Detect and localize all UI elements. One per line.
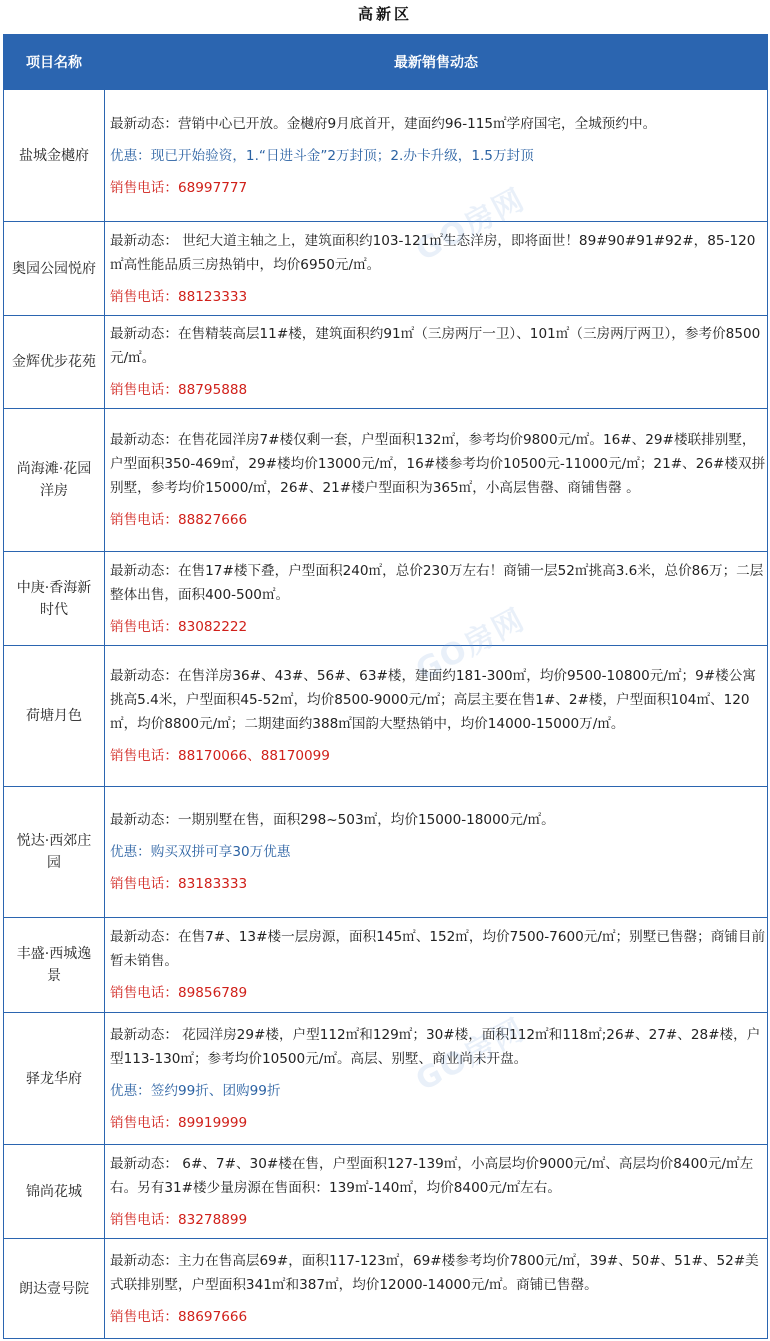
- table-row: [4, 918, 768, 1013]
- project-name: 盐城金樾府: [4, 90, 105, 222]
- sales-phone: 销售电话：88827666: [110, 512, 248, 528]
- header-latest-sales: 最新销售动态: [105, 35, 768, 90]
- latest-news: 最新动态：一期别墅在售，面积298~503㎡，均价15000-18000元/㎡。: [110, 812, 555, 828]
- sales-phone: 销售电话：88123333: [110, 288, 248, 305]
- latest-news: 最新动态：在售花园洋房7#楼仅剩一套，户型面积132㎡，参考均价9800元/㎡。16#、29#楼联排别墅，户型面积350-469㎡，29#楼均价13000元/㎡，16#楼参考均价10500元-11000元/㎡；21#、26#楼双拼别墅，参考均价15000/㎡，26#、21#楼户型面积为365㎡，小高层售罄、商铺售罄 。: [110, 432, 766, 496]
- header-project-name: 项目名称: [4, 35, 105, 90]
- sales-phone: 销售电话：83082222: [110, 618, 248, 635]
- sales-phone: 销售电话：68997777: [110, 179, 248, 196]
- project-info: [105, 90, 768, 222]
- project-name: 奥园公园悦府: [4, 222, 105, 316]
- project-name: 朗达壹号院: [4, 1239, 105, 1339]
- page-title: 高新区: [357, 5, 412, 23]
- project-info: [105, 787, 768, 918]
- table-row: [4, 1013, 768, 1145]
- project-name: 悦达·西郊庄园: [4, 787, 105, 918]
- project-name: 丰盛·西城逸景: [4, 918, 105, 1013]
- table-row: [4, 787, 768, 918]
- watermark: GO房网: [410, 181, 532, 269]
- table-row: [4, 1239, 768, 1339]
- project-info: [105, 409, 768, 552]
- latest-news: 最新动态： 花园洋房29#楼，户型112㎡和129㎡；30#楼，面积112㎡和118㎡;26#、27#、28#楼，户型113-130㎡；参考均价10500元/㎡。高层、别墅、商业尚未开盘。: [110, 1026, 761, 1067]
- latest-news: 最新动态：在售精装高层11#楼，建筑面积约91㎡（三房两厅一卫）、101㎡（三房两厅两卫），参考价8500元/㎡。: [110, 326, 761, 366]
- latest-news: 最新动态：营销中心已开放。金樾府9月底首开，建面约96-115㎡学府国宅，全城预约中。: [110, 115, 657, 132]
- project-info: [105, 646, 768, 787]
- table-header-row: [4, 35, 768, 90]
- project-info: [105, 1145, 768, 1239]
- promotion: 优惠：购买双拼可享30万优惠: [110, 844, 291, 860]
- promotion: 优惠：现已开始验资，1.“日进斗金”2万封顶；2.办卡升级，1.5万封顶: [110, 147, 534, 164]
- sales-phone: 销售电话：83278899: [110, 1211, 248, 1228]
- project-info: [105, 552, 768, 646]
- project-info: [105, 316, 768, 409]
- latest-news: 最新动态：主力在售高层69#，面积117-123㎡，69#楼参考均价7800元/㎡，39#、50#、51#、52#美式联排别墅，户型面积341㎡和387㎡，均价12000-14000元/㎡。商铺已售罄。: [110, 1252, 759, 1293]
- watermark: GO房网: [410, 601, 532, 689]
- sales-table: [3, 34, 768, 1339]
- promotion: 优惠：签约99折、团购99折: [110, 1082, 281, 1099]
- table-row: [4, 222, 768, 316]
- project-name: 中庚·香海新时代: [4, 552, 105, 646]
- sales-phone: 销售电话：88795888: [110, 382, 248, 398]
- table-row: [4, 90, 768, 222]
- latest-news: 最新动态： 6#、7#、30#楼在售，户型面积127-139㎡，小高层均价9000元/㎡、高层均价8400元/㎡左右。另有31#楼少量房源在售面积：139㎡-140㎡，均价8400元/㎡左右。: [110, 1155, 754, 1196]
- latest-news: 最新动态： 世纪大道主轴之上，建筑面积约103-121㎡生态洋房，即将面世！89#90#91#92#，85-120㎡高性能品质三房热销中，均价6950元/㎡。: [110, 232, 756, 273]
- table-row: [4, 552, 768, 646]
- project-name: 尚海滩·花园洋房: [4, 409, 105, 552]
- watermark: GO房网: [410, 1011, 532, 1099]
- project-info: [105, 918, 768, 1013]
- sales-phone: 销售电话：88170066、88170099: [110, 748, 330, 764]
- project-name: 锦尚花城: [4, 1145, 105, 1239]
- project-info: [105, 222, 768, 316]
- table-row: [4, 1145, 768, 1239]
- latest-news: 最新动态：在售7#、13#楼一层房源，面积145㎡、152㎡，均价7500-7600元/㎡；别墅已售罄；商铺目前暂未销售。: [110, 929, 766, 969]
- project-name: 金辉优步花苑: [4, 316, 105, 409]
- latest-news: 最新动态：在售洋房36#、43#、56#、63#楼，建面约181-300㎡，均价9500-10800元/㎡；9#楼公寓挑高5.4米，户型面积45-52㎡，均价8500-9000元/㎡；高层主要在售1#、2#楼，户型面积104㎡、120㎡，均价8800元/㎡；二期建面约388㎡国韵大墅热销中，均价14000-15000万/㎡。: [110, 668, 756, 732]
- project-name: 荷塘月色: [4, 646, 105, 787]
- table-row: [4, 409, 768, 552]
- sales-phone: 销售电话：89919999: [110, 1114, 248, 1131]
- table-row: [4, 316, 768, 409]
- project-info: [105, 1013, 768, 1145]
- latest-news: 最新动态：在售17#楼下叠，户型面积240㎡，总价230万左右！商铺一层52㎡挑高3.6米，总价86万；二层整体出售，面积400-500㎡。: [110, 562, 764, 603]
- sales-phone: 销售电话：88697666: [110, 1308, 248, 1325]
- sales-phone: 销售电话：89856789: [110, 985, 248, 1001]
- project-info: [105, 1239, 768, 1339]
- sales-phone: 销售电话：83183333: [110, 876, 248, 892]
- project-name: 驿龙华府: [4, 1013, 105, 1145]
- table-row: [4, 646, 768, 787]
